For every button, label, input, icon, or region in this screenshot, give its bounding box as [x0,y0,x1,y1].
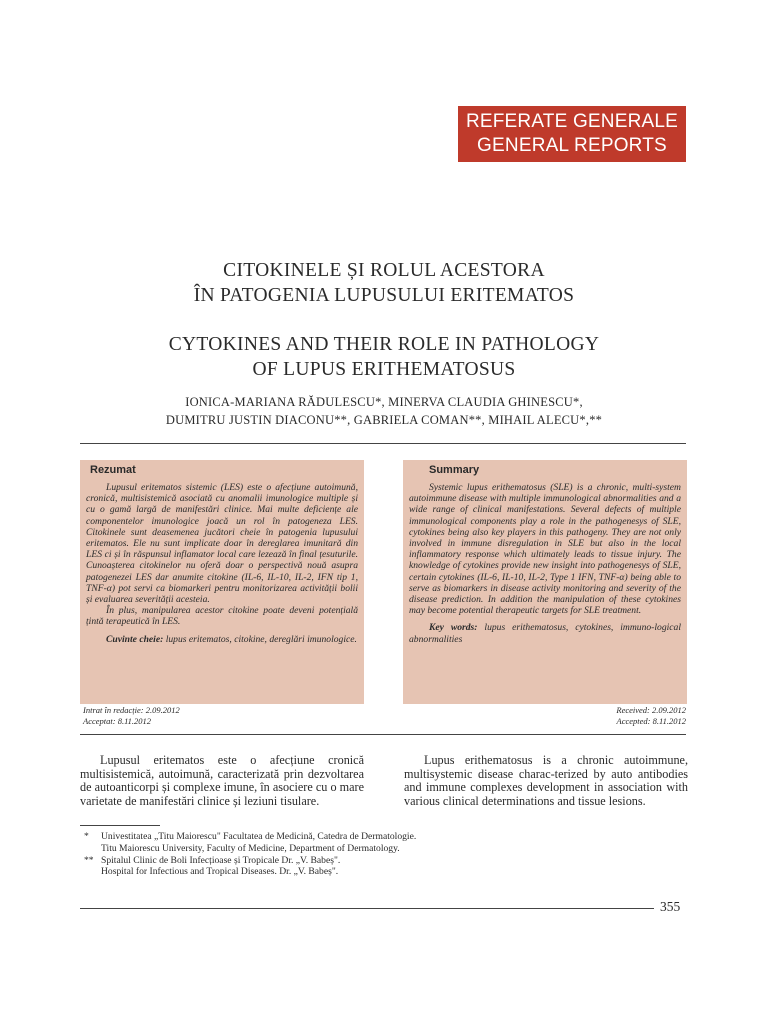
keywords-ro-text: lupus eritematos, citokine, dereglări imunologice. [165,633,357,645]
section-label-en: GENERAL REPORTS [477,135,667,156]
section-label-ro: REFERATE GENERALE [465,111,679,132]
title-en-line1: CYTOKINES AND THEIR ROLE IN PATHOLOGY [168,334,600,355]
footnote-2-line-ro: Spitalul Clinic de Boli Infecțioase și Tropicale Dr. „V. Babeș". [101,854,341,866]
abstract-ro-paragraph-2: În plus, manipularea acestor citokine poate deveni potențială țintă terapeutică în LES. [86,605,358,628]
body-intro-romanian: Lupusul eritematos este o afecțiune cronică multisistemică, autoimună, caracterizată prin dezvoltarea de autoanticorpi și complexe imune, în asociere cu o mare varietate de manifestări clinice și leziuni tisulare. [80,753,364,808]
abstract-english [403,460,687,704]
abstract-en-keywords [409,622,681,644]
title-english [80,332,688,382]
authors [80,393,688,429]
footnote-1-mark: * [84,831,89,842]
body-intro-english: Lupus erithematosus is a chronic autoimmune, multisystemic disease charac-terized by auto antibodies and immune complexes development in association with various clinical determinations and tissue lesions. [404,753,688,808]
date-accepted-en: Accepted: 8.11.2012 [616,716,686,726]
authors-line2: DUMITRU JUSTIN DIACONU**, GABRIELA COMAN**, MIHAIL ALECU*,** [165,413,603,427]
header-divider [80,443,686,444]
abstract-romanian [80,460,364,704]
page-number: 355 [660,899,681,914]
keywords-ro-label: Cuvinte cheie: [106,633,164,645]
footnote-1-line-en: Titu Maiorescu University, Faculty of Medicine, Department of Dermatology. [101,842,400,854]
keywords-en-text: lupus erithematosus, cytokines, immuno-logical abnormalities [409,622,681,645]
abstract-ro-keywords [86,634,358,645]
section-tag [458,106,686,162]
title-ro-line2: ÎN PATOGENIA LUPUSULUI ERITEMATOS [193,285,575,306]
keywords-en-label: Key words: [429,622,478,634]
footnote-2 [84,855,644,879]
title-en-line2: OF LUPUS ERITHEMATOSUS [252,359,516,380]
authors-line1: IONICA-MARIANA RĂDULESCU*, MINERVA CLAUDIA GHINESCU*, [185,395,583,409]
page-footer-rule [80,908,654,909]
footnote-2-mark: ** [84,854,94,866]
abstract-en-heading: Summary [429,464,480,476]
footnotes [84,831,644,878]
dates-romanian [83,705,180,727]
date-accepted-ro: Acceptat: 8.11.2012 [83,716,152,726]
abstract-ro-paragraph-1: Lupusul eritematos sistemic (LES) este o afecțiune autoimună, cronică, multisistemică asociată cu anomalii imunologice multiple și cu o gamă largă de manifestări clinice. Mai multe deficiențe ale componentelor imunologice joacă un rol în patogeneza LES. Citokinele sunt deasemenea jucători cheie în patogenia lupusului eritematos. Ele nu sunt implicate doar în dereglarea imunitară din LES ci și în răspunsul inflamator local care lezează în final țesuturile. Cunoașterea citokinelor nu oferă doar o perspectivă nouă asupra patogenezei LES dar anumite citokine (IL-6, IL-10, IL-2, IFN tip 1, TNF-α) pot servi ca biomarkeri pentru monitorizarea activității bolii și evaluarea severității acesteia. [86,482,358,606]
date-received-ro: Intrat în redacție: 2.09.2012 [83,705,180,715]
abstract-divider [80,734,686,735]
abstract-ro-heading: Rezumat [90,464,136,476]
footnote-2-line-en: Hospital for Infectious and Tropical Diseases. Dr. „V. Babeș". [101,866,339,878]
title-ro-line1: CITOKINELE ȘI ROLUL ACESTORA [223,260,545,281]
date-received-en: Received: 2.09.2012 [616,705,686,715]
abstract-en-paragraph-1: Systemic lupus erithematosus (SLE) is a chronic, multi-system autoimmune disease with multiple immunological abnormalities and a wide range of clinical manifestations. Several defects of multiple immunological components play a role in the pathogenesys of SLE, cytokines being also key players in this pathogeny. They are not only involved in immune disregulation in SLE but also in the local inflammatory response which ultimately leads to tissue injury. The knowledge of cytokines provide new insight into pathogenesys of SLE, certain cytokines (IL-6, IL-10, IL-2, Type 1 IFN, TNF-α) being able to serve as biomarkers in disease activity monitoring and severity of the disease prediction. In addition the manipulation of these cytokines may become potential therapeutic targets for SLE treatment. [409,482,681,617]
dates-english [540,705,686,727]
footnote-divider [80,825,160,826]
footnote-1 [84,831,644,855]
footnote-1-line-ro: Univestitatea „Titu Maiorescu" Facultatea de Medicină, Catedra de Dermatologie. [101,831,417,842]
title-romanian [80,258,688,308]
